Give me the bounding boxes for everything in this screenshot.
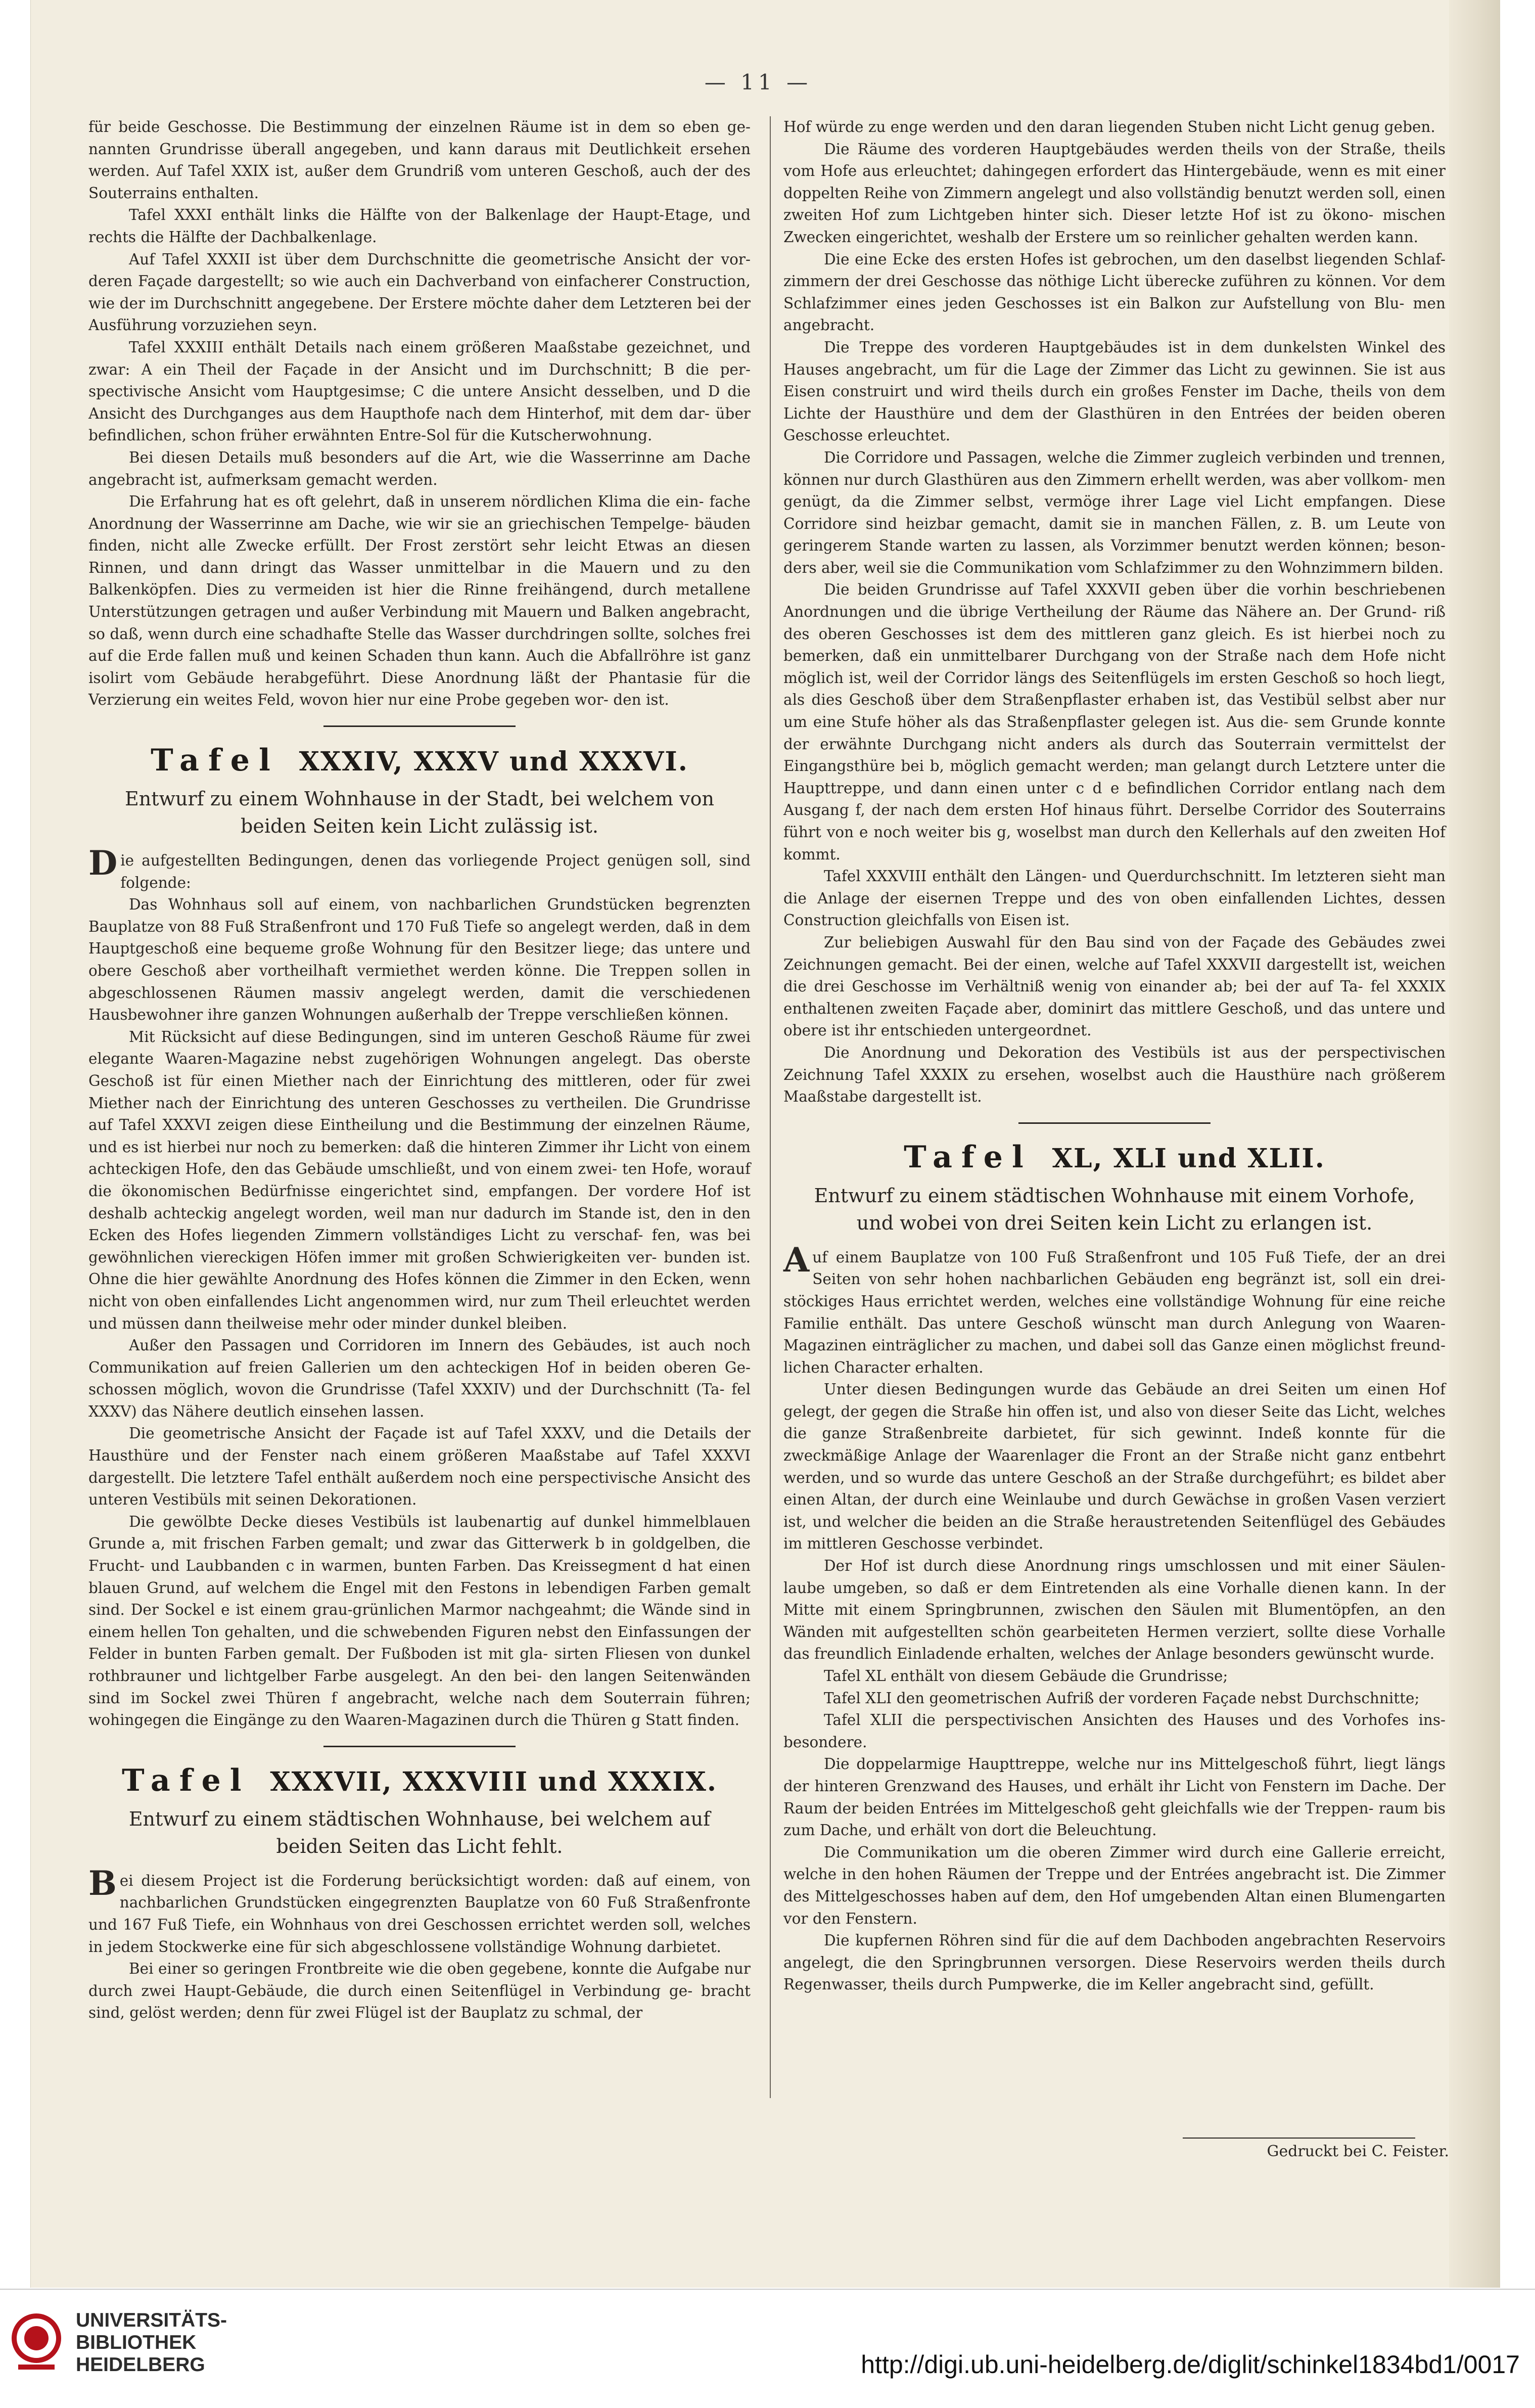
right-column [783,116,1446,1996]
paragraph: Das Wohnhaus soll auf einem, von nachbarlichen Grundstücken begrenzten Bauplatze von 88 Fuß Straßenfront und 170 Fuß Tiefe so angelegt werden, daß in dem Hauptgeschoß eine bequeme große Wohnung für den Besitzer liege; das untere und obere Geschoß aber vortheilhaft vermiethet werden könne. Die Treppen sollen in abgeschlossenen Räumen massiv angelegt werden, damit die verschiedenen Hausbewohner ihre ganzen Wohnungen außerhalb der Treppe verschließen können. [88,896,751,1024]
heading-plate-numbers: XL, XLI und XLII. [1052,1143,1325,1174]
library-name-line: BIBLIOTHEK [76,2332,197,2353]
section-subheading: Entwurf zu einem städtischen Wohnhause, bei welchem auf beiden Seiten das Licht fehlt. [128,1807,711,1857]
left-column [88,116,751,2024]
paragraph: Hof würde zu enge werden und den daran liegenden Stuben nicht Licht genug geben. [783,118,1435,135]
library-name[interactable] [76,2309,227,2376]
paragraph: Die doppelarmige Haupttreppe, welche nur ins Mittelgeschoß führt, liegt längs der hinteren Grenzwand des Hauses, und erhält ihr Licht von Fenstern im Dache. Der Raum der beiden Entrées im Mittelgeschoß geht gleichfalls wie der Treppen- raum bis zum Dache, und erhält von dort die Beleuchtung. [783,1755,1446,1839]
paragraph-text: ei diesem Project ist die Forderung berücksichtigt worden: daß auf einem, von nachbarlichen Grundstücken eingegrenzten Bauplatze von 60 Fuß Straßenfronte und 167 Fuß Tiefe, ein Wohnhaus von drei Geschossen errichtet werden soll, welches in jedem Stockwerke eine für sich abgeschlossene vollständige Wohnung darbietet. [88,1872,751,1956]
paragraph [88,843,751,894]
drop-cap: A [783,1240,810,1280]
paragraph: Tafel XLII die perspectivischen Ansichten des Hauses und des Vorhofes ins- besondere. [783,1711,1446,1751]
section-rule [323,1746,516,1747]
paragraph: Außer den Passagen und Corridoren im Innern des Gebäudes, ist auch noch Communikation auf freien Gallerien um den achteckigen Hof in beiden oberen Ge- schossen möglich, wovon die Grundrisse (Tafel XXXIV) und der Durchschnitt (Ta- fel XXXV) das Nähere deutlich einsehen lassen. [88,1337,751,1420]
drop-cap: D [88,843,118,883]
section-heading [88,1760,751,1802]
heading-plate-numbers: XXXVII, XXXVIII und XXXIX. [270,1766,718,1797]
printer-imprint: Gedruckt bei C. Feister. [1267,2143,1449,2160]
viewer-footer [0,2289,1535,2408]
paragraph-text: ie aufgestellten Bedingungen, denen das vorliegende Project genügen soll, sind folgende: [120,852,751,891]
paragraph: Tafel XLI den geometrischen Aufriß der vorderen Façade nebst Durchschnitte; [824,1689,1420,1707]
paragraph: Die geometrische Ansicht der Façade ist auf Tafel XXXV, und die Details der Hausthüre und der Fenster nach einem größeren Maaßstabe auf Tafel XXXVI dargestellt. Die letztere Tafel enthält außerdem noch eine perspectivische Ansicht des unteren Vestibüls mit seinen Dekorationen. [88,1425,751,1509]
paragraph: Die gewölbte Decke dieses Vestibüls ist laubenartig auf dunkel himmelblauen Grunde a, mit frischen Farben gemalt; und zwar das Gitterwerk b in goldgelben, die Frucht- und Laubbanden c in warmen, bunten Farben. Das Kreissegment d hat einen blauen Grund, auf welchem die Engel mit den Festons in lebendigen Farben gemalt sind. Der Sockel e ist einem grau-grünlichen Marmor nachgeahmt; die Wände sind in einem hellen Ton gehalten, und die schwebenden Figuren nebst den Einfassungen der Felder in bunten Farben gemalt. Der Fußboden ist mit gla- sirten Fliesen von dunkel rothbrauner und lichtgelber Farbe ausgelegt. An den bei- den langen Seitenwänden sind im Sockel zwei Thüren f angebracht, welche nach dem Souterrain führen; wohingegen die Eingänge zu den Waaren-Magazinen durch die Thüren g Statt finden. [88,1513,751,1729]
paragraph: Der Hof ist durch diese Anordnung rings umschlossen und mit einer Säulen- laube umgeben, so daß er dem Eintretenden als eine Vorhalle dienen kann. In der Mitte mit einem Springbrunnen, zwischen den Säulen mit Blumentöpfen, an den Wänden mit aufgestellten schön gearbeiteten Hermen verziert, sollte diese Vorhalle das freundlich Einladende erhalten, welches der Anlage besonders gewünscht wurde. [783,1557,1446,1663]
paragraph: Die Treppe des vorderen Hauptgebäudes ist in dem dunkelsten Winkel des Hauses angebracht, um für die Lage der Zimmer das Licht zu gewinnen. Sie ist aus Eisen construirt und wird theils durch ein großes Fenster im Dache, theils von dem Lichte der Hausthüre und dem der Glasthüren in den Entrées der beiden oberen Geschosse erleuchtet. [783,338,1446,444]
column-divider [770,116,771,2098]
paragraph: Mit Rücksicht auf diese Bedingungen, sind im unteren Geschoß Räume für zwei elegante Waaren-Magazine nebst zugehörigen Wohnungen angelegt. Das oberste Geschoß ist für einen Miether nach der Einrichtung des mittleren, oder für zwei Miether nach der Einrichtung des unteren Geschosses zu vertheilen. Die Grundrisse auf Tafel XXXVI zeigen diese Eintheilung und die Bestimmung der einzelnen Räume, und es ist hierbei nur noch zu bemerken: daß die hinteren Zimmer ihr Licht von einem achteckigen Hofe, den das Gebäude umschließt, und von einem zwei- ten Hofe, worauf die ökonomischen Bedürfnisse eingerichtet sind, empfangen. Der vordere Hof ist deshalb achteckig angelegt worden, weil man nur dadurch im Stande ist, den in den Ecken des Hofes liegenden Zimmern vollständiges Licht zu verschaf- fen, was bei gewöhnlichen viereckigen Höfen immer mit großen Schwierigkeiten ver- bunden ist. Ohne die hier gewählte Anordnung des Hofes können die Zimmer in den Ecken, wenn nicht von oben einfallendes Licht angenommen wird, nur zum Theil erleuchtet werden und müssen dann theilweise mehr oder minder dunkel bleiben. [88,1028,751,1332]
paragraph: Die Communikation um die oberen Zimmer wird durch eine Gallerie erreicht, welche in den hohen Räumen der Treppe und der Entrées angebracht ist. Die Zimmer des Mittelgeschosses haben auf dem, den Hof umgebenden Altan einen Blumengarten vor den Fenstern. [783,1843,1446,1927]
section-rule [1018,1122,1211,1124]
paragraph: Die Anordnung und Dekoration des Vestibüls ist aus der perspectivischen Zeichnung Tafel XXXIX zu ersehen, woselbst auch die Hausthüre nach größerem Maaßstabe dargestellt ist. [783,1043,1446,1106]
permalink-url[interactable]: http://digi.ub.uni-heidelberg.de/diglit/schinkel1834bd1/0017 [861,2350,1520,2379]
paragraph: Die Corridore und Passagen, welche die Zimmer zugleich verbinden und trennen, können nur durch Glasthüren aus den Zimmern erhellt werden, was aber vollkom- men genügt, da die Zimmer selbst, vermöge ihrer Lage viel Licht empfangen. Diese Corridore sind heizbar gemacht, damit sie in manchen Fällen, z. B. um Leute von geringerem Stande warten zu lassen, als Vorzimmer benutzt werden können; beson- ders aber, weil sie die Communikation vom Schlafzimmer zu den Wohnzimmern bilden. [783,448,1446,576]
paragraph: Die Erfahrung hat es oft gelehrt, daß in unserem nördlichen Klima die ein- fache Anordnung der Wasserrinne am Dache, wie wir sie an griechischen Tempelge- bäuden finden, nicht alle Zwecke erfüllt. Der Frost zerstört sehr leicht Etwas an diesen Rinnen, und dann dringt das Wasser unmittelbar in die Mauern und zu den Balkenköpfen. Dies zu vermeiden ist hier die Rinne freihängend, durch metallene Unterstützungen getragen und außer Verbindung mit Mauern und Balken angebracht, so daß, wenn durch eine schadhafte Stelle das Wasser durchdringen sollte, solches frei auf die Erde fallen muß und keinen Schaden thun kann. Auch die Abfallröhre ist ganz isolirt vom Gebäude herabgeführt. Diese Anordnung läßt der Phantasie für die Verzierung ein weites Feld, wovon hier nur eine Probe gegeben wor- den ist. [88,493,751,709]
paragraph: Tafel XXXI enthält links die Hälfte von der Balkenlage der Haupt-Etage, und rechts die Hälfte der Dachbalkenlage. [88,206,751,246]
library-name-line: HEIDELBERG [76,2354,205,2376]
section-heading [783,1137,1446,1179]
paragraph: Tafel XXXIII enthält Details nach einem größeren Maaßstabe gezeichnet, und zwar: A ein Theil der Façade in der Ansicht und im Durchschnitt; B die per- spectivische Ansicht vom Hauptgesimse; C die untere Ansicht desselben, und D die Ansicht des Durchganges aus dem Haupthofe nach dem Hinterhof, mit dem dar- über befindlichen, schon früher erwähnten Entre-Sol für die Kutscherwohnung. [88,338,751,444]
heading-plate-numbers: XXXIV, XXXV und XXXVI. [299,746,688,778]
library-name-line: UNIVERSITÄTS- [76,2309,227,2331]
paragraph: Bei einer so geringen Frontbreite wie die oben gegebene, konnte die Aufgabe nur durch zwei Haupt-Gebäude, die durch einen Seitenflügel in Verbindung ge- bracht sind, gelöst werden; denn für zwei Flügel ist der Bauplatz zu schmal, der [88,1960,751,2022]
drop-cap: B [88,1863,117,1903]
section-heading [88,740,751,782]
heading-word: Tafel [904,1139,1033,1175]
paragraph: Auf Tafel XXXII ist über dem Durchschnitte die geometrische Ansicht der vor- deren Façade dargestellt; so wie auch ein Dachverband von einfacherer Construction, wie der im Durchschnitt angegebene. Der Erstere möchte daher dem Letzteren bei der Ausführung vorzuziehen seyn. [88,250,751,334]
paragraph: Die eine Ecke des ersten Hofes ist gebrochen, um den daselbst liegenden Schlaf- zimmern der drei Geschosse das nöthige Licht überecke zuführen zu können. Vor dem Schlafzimmer eines jeden Geschosses ist ein Balkon zur Aufstellung von Blu- men angebracht. [783,250,1446,334]
heading-word: Tafel [151,743,280,779]
paragraph: Tafel XXXVIII enthält den Längen- und Querdurchschnitt. Im letzteren sieht man die Anlage der eisernen Treppe und des von oben einfallenden Lichtes, dessen Construction gleichfalls von Eisen ist. [783,868,1446,929]
heading-word: Tafel [121,1762,251,1798]
paragraph: Bei diesen Details muß besonders auf die Art, wie die Wasserrinne am Dache angebracht ist, aufmerksam gemacht werden. [88,448,751,488]
paragraph: Unter diesen Bedingungen wurde das Gebäude an drei Seiten um einen Hof gelegt, der gegen die Straße hin offen ist, und also von dieser Seite das Licht, welches die ganze Straßenbreite darbietet, für sich gewinnt. Indeß konnte für die zweckmäßige Anlage der Waarenlager die Front an der Straße nicht ganz entbehrt werden, und so wurde das untere Geschoß an der Straße durchgeführt; es bildet aber einen Altan, der durch eine Weinlaube und durch Gewächse in großen Vasen verziert ist, und welcher die beiden an die Straße heraustretenden Seitenflügel des Gebäudes im mittleren Geschosse verbindet. [783,1381,1446,1553]
paragraph [88,1863,751,1958]
section-subheading: Entwurf zu einem städtischen Wohnhause mit einem Vorhofe, und wobei von drei Seiten kein Licht zu erlangen ist. [814,1184,1415,1234]
paragraph: für beide Geschosse. Die Bestimmung der einzelnen Räume ist in dem so eben ge- nannten Grundrisse überall angegeben, und kann daraus mit Deutlichkeit ersehen werden. Auf Tafel XXIX ist, außer dem Grundriß vom unteren Geschoß, auch der des Souterrains enthalten. [88,118,751,202]
university-library-seal-icon[interactable] [11,2308,62,2379]
paragraph: Die kupfernen Röhren sind für die auf dem Dachboden angebrachten Reservoirs angelegt, die den Springbrunnen versorgen. Diese Reservoirs werden theils durch Regenwasser, theils durch Pumpwerke, die im Keller angebracht sind, gefüllt. [783,1932,1446,1993]
paragraph-text: uf einem Bauplatze von 100 Fuß Straßenfront und 105 Fuß Tiefe, der an drei Seiten von sehr hohen nachbarlichen Gebäuden eng begränzt ist, soll ein drei- stöckiges Haus errichtet werden, welches eine vollständige Wohnung für eine reiche Familie enthält. Das untere Geschoß wünscht man durch Anlegung von Waaren- Magazinen einträglicher zu machen, und dabei soll das Ganze einen möglichst freund- lichen Character erhalten. [783,1248,1446,1376]
paragraph [783,1240,1446,1379]
printer-rule [1183,2138,1415,2139]
paragraph: Die beiden Grundrisse auf Tafel XXXVII geben über die vorhin beschriebenen Anordnungen und die übrige Vertheilung der Räume das Nähere an. Der Grund- riß des oberen Geschosses ist dem des mittleren ganz gleich. Es ist hierbei noch zu bemerken, daß ein unmittelbarer Durchgang von der Straße nach dem Hofe nicht möglich ist, weil der Corridor längs des Seitenflügels im ersten Geschoß so hoch liegt, als dies Geschoß über dem Straßenpflaster erhaben ist, das Vestibül selbst aber nur um eine Stufe höher als das Straßenpflaster gelegen ist. Aus die- sem Grunde konnte der erwähnte Durchgang nicht anders als durch das Souterrain vermittelst der Eingangsthüre bei b, möglich gemacht werden; man gelangt durch Letztere unter die Haupttreppe, und dann einen unter c d e befindlichen Corridor entlang nach dem Ausgang f, der nach dem ersten Hof hinaus führt. Derselbe Corridor des Souterrains führt von e noch weiter bis g, woselbst man durch den Kellerhals auf den zweiten Hof kommt. [783,581,1446,863]
section-subheading: Entwurf zu einem Wohnhause in der Stadt, bei welchem von beiden Seiten kein Licht zulässig ist. [125,788,714,838]
page-number: — 11 — [704,70,812,95]
paragraph: Die Räume des vorderen Hauptgebäudes werden theils von der Straße, theils vom Hofe aus erleuchtet; dahingegen erfordert das Hintergebäude, wenn es mit einer doppelten Reihe von Zimmern angelegt und also vollständig benutzt werden soll, einen zweiten Hof zum Lichtgeben hinter sich. Dieser letzte Hof ist zu ökono- mischen Zwecken eingerichtet, weshalb der Erstere um so reinlicher gehalten werden kann. [783,140,1446,246]
paragraph: Zur beliebigen Auswahl für den Bau sind von der Façade des Gebäudes zwei Zeichnungen gemacht. Bei der einen, welche auf Tafel XXXVII dargestellt ist, weichen die drei Geschosse im Verhältniß wenig von einander ab; bei der auf Ta- fel XXXIX enthaltenen zweiten Façade aber, dominirt das mittlere Geschoß, und das untere und obere ist ihr entschieden untergeordnet. [783,933,1446,1039]
section-rule [323,725,516,727]
paper-edge-shadow [1449,0,1500,2288]
paragraph: Tafel XL enthält von diesem Gebäude die Grundrisse; [824,1667,1228,1685]
